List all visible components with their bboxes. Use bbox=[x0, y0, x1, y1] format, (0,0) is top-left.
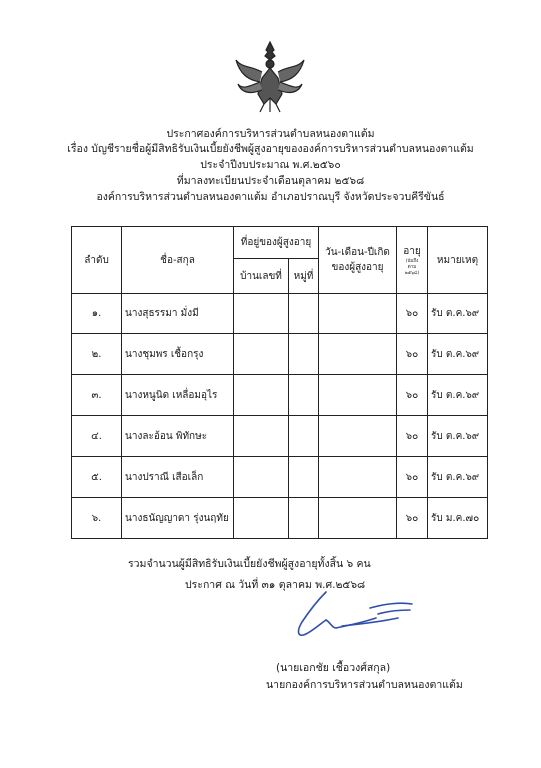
announcement-subject: เรื่อง บัญชีรายชื่อผู้มีสิทธิรับเงินเบี้ยยังชีพผู้สูงอายุขององค์การบริหารส่วนตำบลหนองตาแต้ม bbox=[67, 143, 474, 155]
row-remark: รับ ต.ค.๖๙ bbox=[428, 334, 488, 375]
row-remark: รับ ต.ค.๖๙ bbox=[428, 416, 488, 457]
age-note-2: ตาม bbox=[407, 264, 417, 270]
row-name: นางสุธรรมา มั่งมี bbox=[122, 294, 234, 334]
col-header-address: ที่อยู่ของผู้สูงอายุ bbox=[234, 227, 319, 259]
col-header-dob: วัน-เดือน-ปีเกิดของผู้สูงอายุ bbox=[319, 227, 397, 294]
row-name: นางหนูนิด เหลื่อมอุไร bbox=[122, 375, 234, 416]
age-note-1: (นับถึง bbox=[405, 258, 419, 264]
row-dob bbox=[319, 498, 397, 539]
col-header-house-no: บ้านเลขที่ bbox=[234, 259, 289, 294]
row-house-no bbox=[234, 457, 289, 498]
row-age: ๖๐ bbox=[397, 294, 428, 334]
row-name: นางชุมพร เชื้อกรุง bbox=[122, 334, 234, 375]
row-age: ๖๐ bbox=[397, 498, 428, 539]
table-row bbox=[72, 375, 488, 416]
row-name: นางปราณี เสือเล็ก bbox=[122, 457, 234, 498]
registration-month: ที่มาลงทะเบียนประจำเดือนตุลาคม ๒๕๖๘ bbox=[176, 175, 365, 187]
row-no: ๖. bbox=[72, 498, 122, 539]
row-no: ๔. bbox=[72, 416, 122, 457]
table-row bbox=[72, 294, 488, 334]
row-moo bbox=[289, 334, 319, 375]
row-age: ๖๐ bbox=[397, 334, 428, 375]
signer-name: (นายเอกชัย เชื้อวงศ์สกุล) bbox=[276, 662, 391, 674]
row-dob bbox=[319, 334, 397, 375]
signature-icon bbox=[280, 588, 430, 648]
fiscal-year: ประจำปีงบประมาณ พ.ศ.๒๕๖๐ bbox=[200, 159, 341, 171]
table-row bbox=[72, 457, 488, 498]
row-moo bbox=[289, 375, 319, 416]
age-label: อายุ bbox=[403, 245, 421, 257]
age-note-3: ๒๕๖๘) bbox=[404, 270, 420, 276]
total-count: รวมจำนวนผู้มีสิทธิรับเงินเบี้ยยังชีพผู้สูงอายุทั้งสิ้น ๖ คน bbox=[128, 558, 371, 570]
garuda-emblem-icon bbox=[232, 38, 308, 114]
announcement-title: ประกาศองค์การบริหารส่วนตำบลหนองตาแต้ม bbox=[166, 128, 375, 140]
col-header-age bbox=[397, 227, 428, 294]
signer-title: นายกองค์การบริหารส่วนตำบลหนองตาแต้ม bbox=[266, 679, 463, 691]
col-header-name: ชื่อ-สกุล bbox=[122, 227, 234, 294]
col-header-no: ลำดับ bbox=[72, 227, 122, 294]
row-dob bbox=[319, 416, 397, 457]
row-house-no bbox=[234, 375, 289, 416]
table-row bbox=[72, 498, 488, 539]
row-dob bbox=[319, 294, 397, 334]
organization-location: องค์การบริหารส่วนตำบลหนองตาแต้ม อำเภอปราณบุรี จังหวัดประจวบคีรีขันธ์ bbox=[96, 191, 445, 203]
row-moo bbox=[289, 457, 319, 498]
row-moo bbox=[289, 416, 319, 457]
row-dob bbox=[319, 457, 397, 498]
row-remark: รับ ต.ค.๖๙ bbox=[428, 375, 488, 416]
row-dob bbox=[319, 375, 397, 416]
row-remark: รับ ม.ค.๗๐ bbox=[428, 498, 488, 539]
row-no: ๕. bbox=[72, 457, 122, 498]
row-no: ๑. bbox=[72, 294, 122, 334]
row-name: นางธนัญญาดา รุ่งนฤทัย bbox=[122, 498, 234, 539]
row-remark: รับ ต.ค.๖๙ bbox=[428, 457, 488, 498]
elderly-allowance-table bbox=[71, 226, 488, 539]
table-row bbox=[72, 334, 488, 375]
row-house-no bbox=[234, 334, 289, 375]
table-row bbox=[72, 416, 488, 457]
row-moo bbox=[289, 498, 319, 539]
col-header-remark: หมายเหตุ bbox=[428, 227, 488, 294]
row-remark: รับ ต.ค.๖๙ bbox=[428, 294, 488, 334]
row-age: ๖๐ bbox=[397, 457, 428, 498]
announcement-date: ประกาศ ณ วันที่ ๓๑ ตุลาคม พ.ศ.๒๕๖๘ bbox=[185, 579, 366, 591]
row-house-no bbox=[234, 498, 289, 539]
col-header-moo: หมู่ที่ bbox=[289, 259, 319, 294]
row-no: ๓. bbox=[72, 375, 122, 416]
row-age: ๖๐ bbox=[397, 375, 428, 416]
row-age: ๖๐ bbox=[397, 416, 428, 457]
row-name: นางละอ้อน พิทักษะ bbox=[122, 416, 234, 457]
row-house-no bbox=[234, 294, 289, 334]
row-house-no bbox=[234, 416, 289, 457]
row-moo bbox=[289, 294, 319, 334]
row-no: ๒. bbox=[72, 334, 122, 375]
